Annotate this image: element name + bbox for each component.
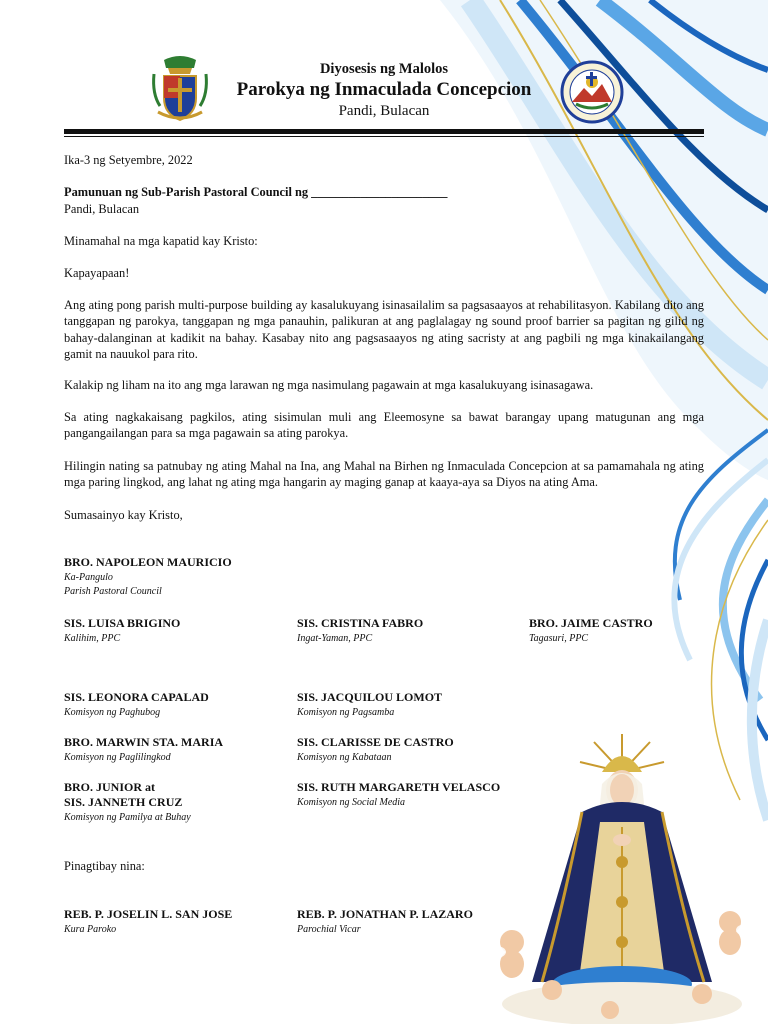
signatory-name: SIS. LEONORA CAPALAD <box>64 690 209 704</box>
signatory-name: SIS. JACQUILOU LOMOT <box>297 690 443 704</box>
signatory <box>529 616 759 645</box>
header-divider-thin <box>64 136 704 137</box>
signatory-title: Tagasuri, PPC <box>529 633 589 644</box>
parish-name: Parokya ng Inmaculada Concepcion <box>236 79 532 100</box>
signatory-president <box>64 555 294 598</box>
signatory-priest <box>64 907 294 936</box>
signatory-title: Komisyon ng Social Media <box>297 797 406 808</box>
signatory-name: BRO. JAIME CASTRO <box>529 616 653 630</box>
header-divider-thick <box>64 129 704 134</box>
signatory-name: SIS. LUISA BRIGINO <box>64 616 181 630</box>
signatory-title: Kura Paroko <box>64 924 117 935</box>
signatory-title: Kalihim, PPC <box>64 633 121 644</box>
parish-location: Pandi, Bulacan <box>338 103 430 119</box>
letter-paragraph: Hilingin nating sa patnubay ng ating Mahal na Ina, ang Mahal na Birhen ng Inmaculada Concepcion at sa pamamahala ng ating mga paring lingkod, ang lahat ng ating mga hangarin ay maging ganap at kaaya-aya sa Diyos na ating Ama. <box>64 459 704 490</box>
letter-closing: Sumasainyo kay Kristo, <box>64 508 183 522</box>
approval-label: Pinagtibay nina: <box>64 859 145 873</box>
immaculate-concepcion-statue-icon <box>482 732 768 1024</box>
letter-greeting: Kapayapaan! <box>64 266 130 280</box>
signatory-title: Ingat-Yaman, PPC <box>297 633 373 644</box>
signatory-title: Komisyon ng Paglilingkod <box>64 752 171 763</box>
signatory-title: Komisyon ng Pagsamba <box>297 707 395 718</box>
signatory-title: Komisyon ng Kabataan <box>297 752 392 763</box>
signatory <box>64 690 294 719</box>
signatory <box>64 735 294 764</box>
signatory-name: BRO. JUNIOR at SIS. JANNETH CRUZ <box>64 780 183 809</box>
signatory-name: SIS. CLARISSE DE CASTRO <box>297 735 454 749</box>
signatory-title: Parish Pastoral Council <box>64 586 162 597</box>
letter-date: Ika-3 ng Setyembre, 2022 <box>64 153 193 167</box>
letter-paragraph: Ang ating pong parish multi-purpose building ay kasalukuyang isinasailalim sa pagsasaayos at rehabilitasyon. Kabilang dito ang tanggapan ng parokya, tanggapan ng mga panauhin, palikuran at ang paglalagay ng sound proof barrier sa pagitan ng gilid ng bahay-dalanginan at kadikit na bahay. Kasabay nito ang pagsasaayos ng ating sacristy at ang pagbili ng mga kinakailangang gamit na nauukol para rito. <box>64 298 704 361</box>
signatory-name: SIS. RUTH MARGARETH VELASCO <box>297 780 501 794</box>
letter-addressee: Pamunuan ng Sub-Parish Pastoral Council ng ______________________ <box>64 185 448 199</box>
signatory <box>64 616 294 645</box>
signatory-name: REB. P. JOSELIN L. SAN JOSE <box>64 907 233 921</box>
letter-addressee-town: Pandi, Bulacan <box>64 202 140 216</box>
letter-salutation: Minamahal na mga kapatid kay Kristo: <box>64 234 258 248</box>
signatory <box>64 780 294 824</box>
signatory-name: SIS. CRISTINA FABRO <box>297 616 424 630</box>
signatory <box>297 690 527 719</box>
signatory <box>297 616 527 645</box>
signatory-title: Parochial Vicar <box>297 924 361 935</box>
letter-paragraph: Kalakip ng liham na ito ang mga larawan ng mga nasimulang pagawain at mga kasalukuyang isinasagawa. <box>64 378 594 392</box>
diocese-name: Diyosesis ng Malolos <box>319 61 449 77</box>
signatory-name: BRO. NAPOLEON MAURICIO <box>64 555 232 569</box>
signatory-title: Komisyon ng Pamilya at Buhay <box>64 812 191 823</box>
letter-paragraph: Sa ating nagkakaisang pagkilos, ating sisimulan muli ang Eleemosyne sa bawat barangay upang matugunan ang mga pangangailangan para sa mga pagawain sa ating parokya. <box>64 410 704 441</box>
signatory-title: Ka-Pangulo <box>64 572 113 583</box>
signatory-title: Komisyon ng Paghubog <box>64 707 161 718</box>
signatory-name: REB. P. JONATHAN P. LAZARO <box>297 907 473 921</box>
signatory-name: BRO. MARWIN STA. MARIA <box>64 735 224 749</box>
